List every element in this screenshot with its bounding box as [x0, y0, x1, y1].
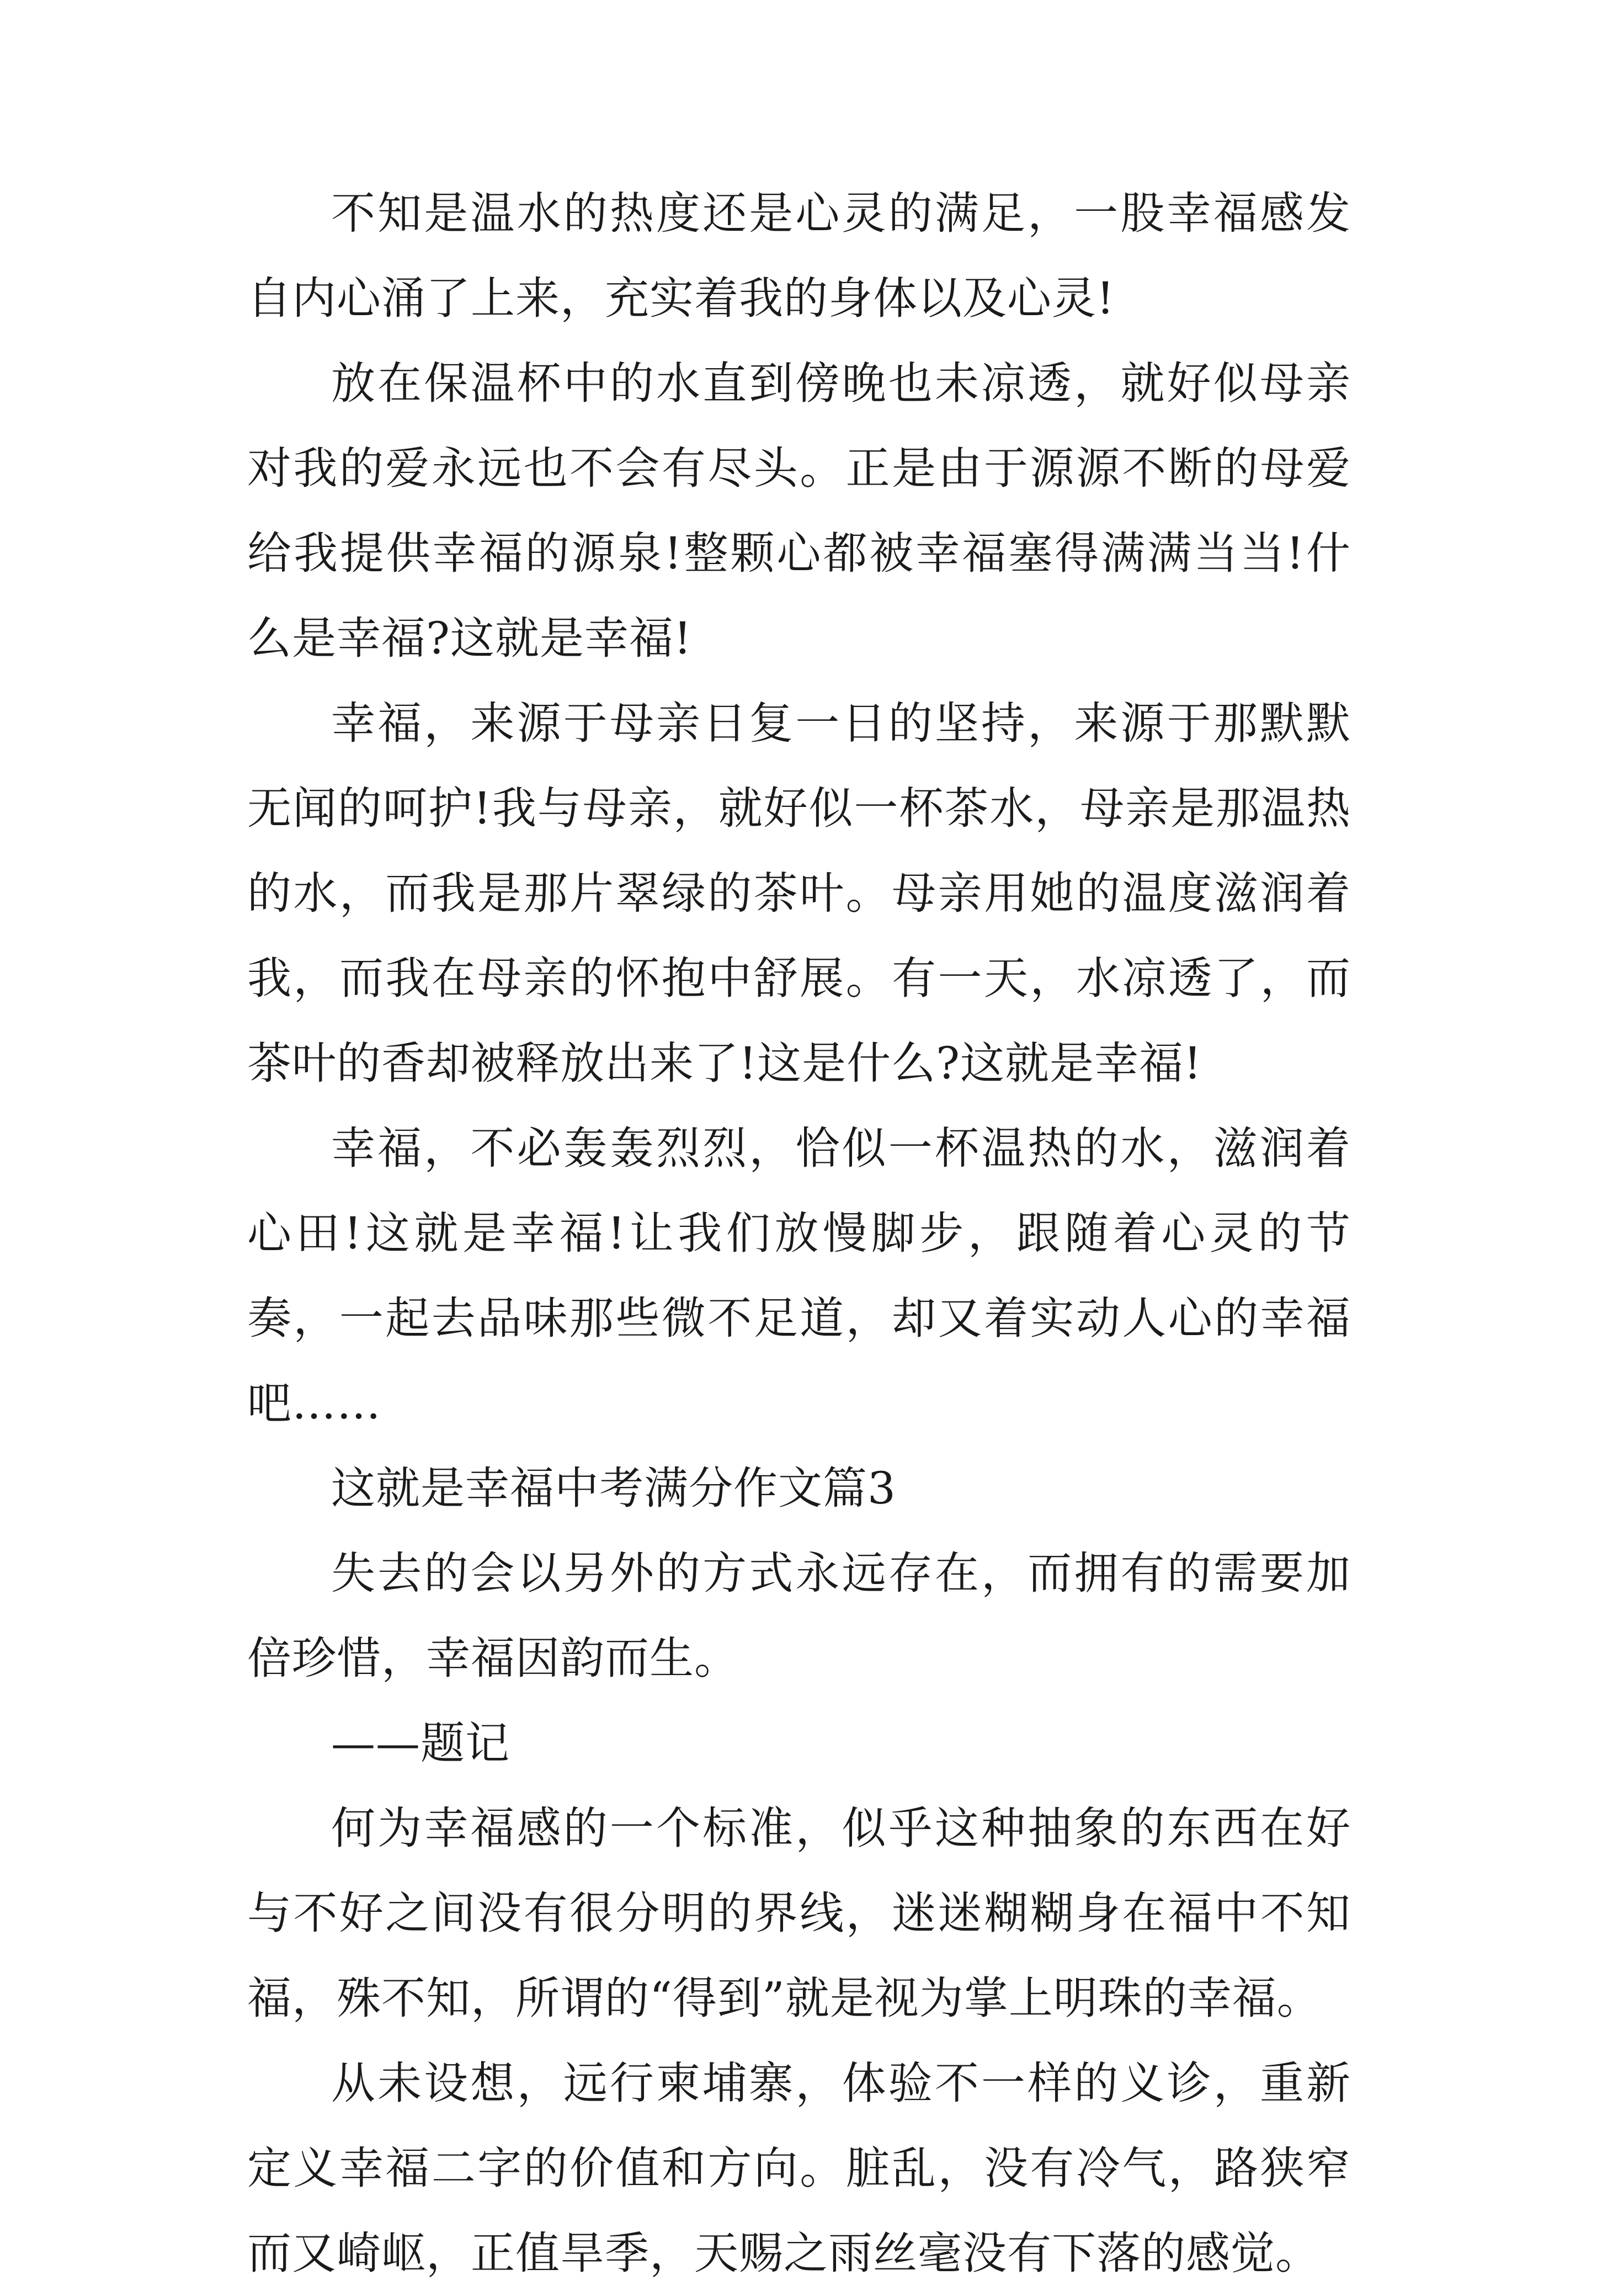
section-paragraph-1: 失去的会以另外的方式永远存在，而拥有的需要加倍珍惜，幸福因韵而生。 [247, 1548, 1351, 1684]
paragraph-4: 幸福，不必轰轰烈烈，恰似一杯温热的水，滋润着心田!这就是幸福!让我们放慢脚步，跟随着心灵的节奏，一起去品味那些微不足道，却又着实动人心的幸福吧…… [247, 1123, 1351, 1429]
section-paragraph-2: 何为幸福感的一个标准，似乎这种抽象的东西在好与不好之间没有很分明的界线，迷迷糊糊身在福中不知福，殊不知，所谓的“得到”就是视为掌上明珠的幸福。 [247, 1803, 1351, 2024]
section-paragraph-3: 从未设想，远行柬埔寨，体验不一样的义诊，重新定义幸福二字的价值和方向。脏乱，没有冷气，路狭窄而又崎岖，正值旱季，天赐之雨丝毫没有下落的感觉。 [247, 2058, 1351, 2279]
section-heading: 这就是幸福中考满分作文篇3 [331, 1463, 896, 1514]
paragraph-1: 不知是温水的热度还是心灵的满足，一股幸福感发自内心涌了上来，充实着我的身体以及心灵! [247, 188, 1351, 324]
paragraph-3: 幸福，来源于母亲日复一日的坚持，来源于那默默无闻的呵护!我与母亲，就好似一杯茶水，母亲是那温热的水，而我是那片翠绿的茶叶。母亲用她的温度滋润着我，而我在母亲的怀抱中舒展。有一天，水凉透了，而茶叶的香却被释放出来了!这是什么?这就是幸福! [247, 698, 1351, 1089]
document-body [247, 171, 1351, 2296]
paragraph-2: 放在保温杯中的水直到傍晚也未凉透，就好似母亲对我的爱永远也不会有尽头。正是由于源源不断的母爱给我提供幸福的源泉!整颗心都被幸福塞得满满当当!什么是幸福?这就是幸福! [247, 358, 1351, 664]
epigraph-attribution: ——题记 [331, 1718, 510, 1769]
